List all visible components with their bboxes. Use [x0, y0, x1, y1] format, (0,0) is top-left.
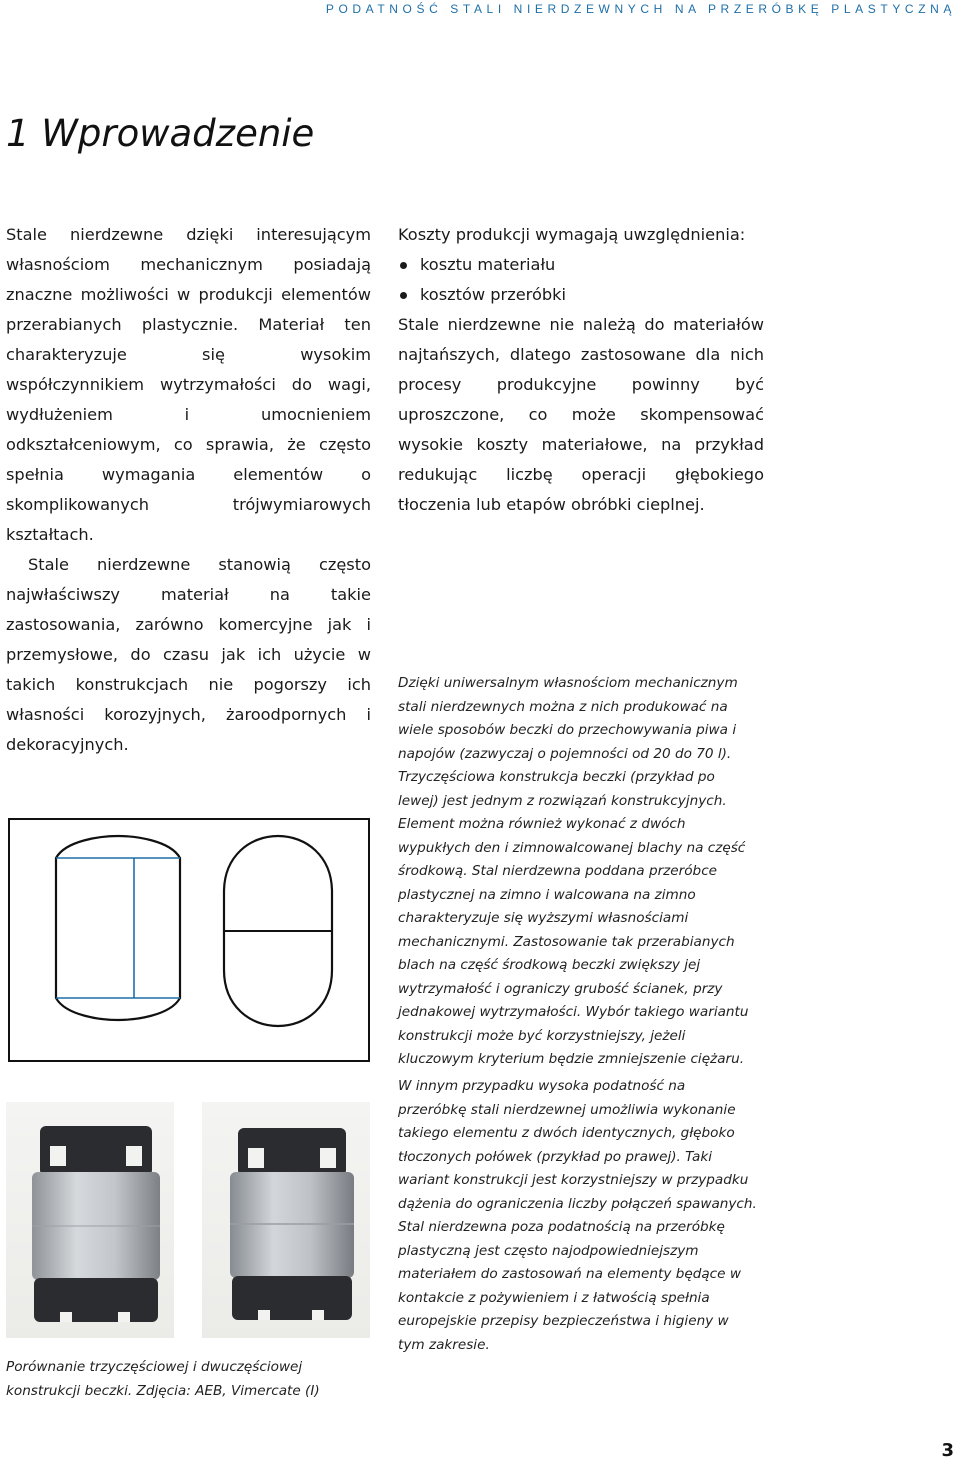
costs-list-item: kosztów przeróbki — [398, 280, 764, 310]
costs-paragraph: Stale nierdzewne nie należą do materiałów najtańszych, dlatego zastosowane dla nich procesy produkcyjne powinny być uproszczone, co może skompensować wysokie koszty materiałowe, na przykład redukując liczbę operacji głębokiego tłoczenia lub etapów obróbki cieplnej. — [398, 315, 764, 514]
left-paragraph-2: Stale nierdzewne stanowią często najwłaściwszy materiał na takie zastosowania, zarówno komercyjne jak i przemysłowe, do czasu jak ich użycie w takich konstrukcjach nie pogorszy ich własności korozyjnych, żaroodpornych i dekoracyjnych. — [6, 555, 371, 754]
costs-list — [398, 250, 764, 310]
side-caption-1-text: Dzięki uniwersalnym własnościom mechanicznym stali nierdzewnych można z nich produkować na wiele sposobów beczki do przechowywania piwa i napojów (zazwyczaj o pojemności od 20 do 70 l). Trzyczęściowa konstrukcja beczki (przykład po lewej) jest jednym z rozwiązań konstrukcyjnych. Element można również wykonać z dwóch wypukłych den i zimnowalcowanej blachy na część środkową. Stal nierdzewna poddana przeróbce plastycznej na zimno i walcowana na zimno charakteryzuje się wyższymi własnościami mechanicznymi. Zastosowanie tak przerabianych blach na część środkową beczki zwiększy jej wytrzymałość i ograniczy grubość ścianek, przy jednakowej wytrzymałości. Wybór takiego wariantu konstrukcji może być korzystniejszy, jeżeli kluczowym kryterium będzie zmniejszenie ciężaru. — [398, 675, 749, 1067]
side-caption-1 — [398, 672, 758, 1072]
right-column — [398, 220, 764, 520]
left-paragraph-1: Stale nierdzewne dzięki interesującym własnościom mechanicznym posiadają znaczne możliwości w produkcji elementów przerabianych plastycznie. Materiał ten charakteryzuje się wysokim współczynnikiem wytrzymałości do wagi, wydłużeniem i umocnieniem odkształceniowym, co sprawia, że często spełnia wymagania elementów o skomplikowanych trójwymiarowych kształtach. — [6, 225, 371, 544]
side-caption-2 — [398, 1075, 758, 1357]
three-piece-keg-photo — [6, 1102, 174, 1338]
two-piece-keg-photo — [202, 1102, 370, 1338]
side-caption-2-text: W innym przypadku wysoka podatność na przeróbkę stali nierdzewnej umożliwia wykonanie takiego elementu z dwóch identycznych, głęboko tłoczonych połówek (przykład po prawej). Taki wariant konstrukcji jest korzystniejszy w przypadku dążenia do ograniczenia liczby połączeń spawanych. Stal nierdzewna poza podatnością na przeróbkę plastyczną jest często najodpowiedniejszym materiałem do zastosowań na elementy będące w kontakcie z pożywieniem i z łatwością spełnia europejskie przepisy bezpieczeństwa i higieny w tym zakresie. — [398, 1078, 757, 1353]
three-piece-keg-outline — [56, 836, 180, 1020]
costs-list-item: kosztu materiału — [398, 250, 764, 280]
keg-construction-diagram — [8, 818, 370, 1062]
left-column — [6, 220, 371, 760]
running-header: PODATNOŚĆ STALI NIERDZEWNYCH NA PRZERÓBKĘ PLASTYCZNĄ — [325, 2, 956, 16]
photo-caption: Porównanie trzyczęściowej i dwuczęściowej konstrukcji beczki. Zdjęcia: AEB, Vimercate (I) — [6, 1359, 320, 1399]
page-number: 3 — [941, 1440, 954, 1461]
section-heading: 1 Wprowadzenie — [6, 112, 315, 155]
keg-diagram-svg — [10, 820, 368, 1060]
costs-intro: Koszty produkcji wymagają uwzględnienia: — [398, 225, 746, 244]
